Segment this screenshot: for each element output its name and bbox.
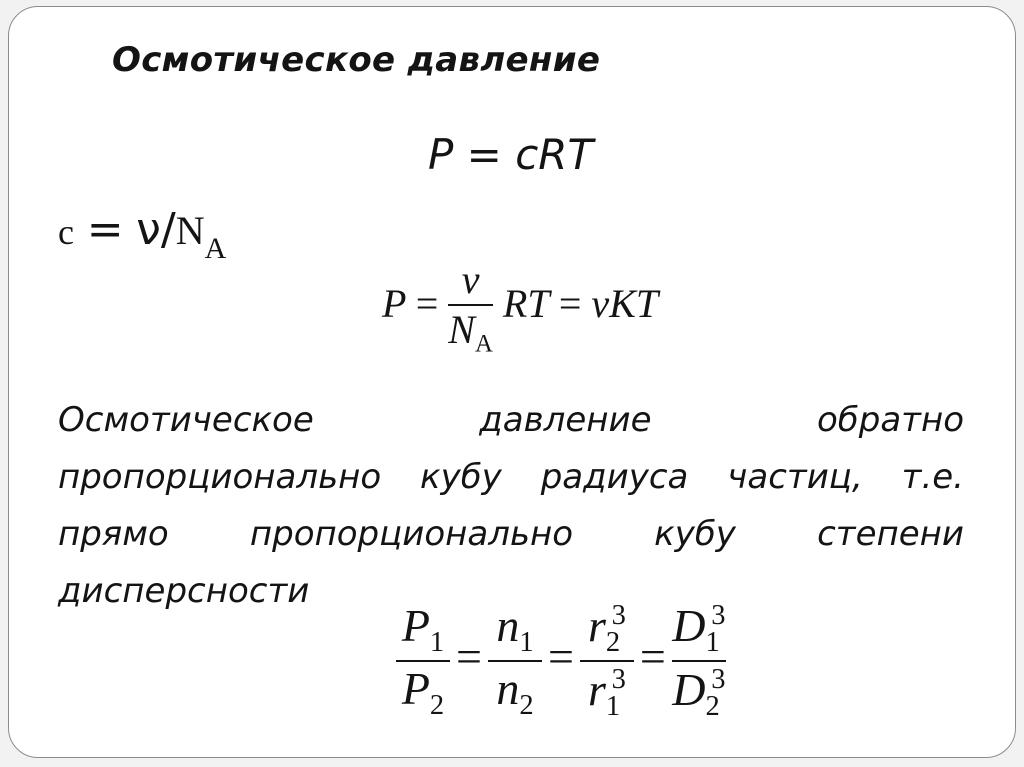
- fraction-pressure: $\frac{P_1}{P_2}$: [396, 601, 450, 722]
- equals-sign: =: [456, 631, 482, 682]
- body-paragraph: Осмотическое давление обратно пропорционально кубу радиуса частиц, т.е. прямо пропорционально кубу степени дисперсности: [58, 400, 964, 611]
- slide-title: Осмотическое давление: [112, 40, 601, 80]
- avogadro-subscript: A: [204, 232, 227, 265]
- nu-symbol: ν: [136, 204, 161, 255]
- equals-sign: =: [639, 631, 666, 682]
- concentration-symbol: c: [58, 212, 74, 252]
- formula-pressure-expanded: [382, 258, 658, 358]
- nukt-term: νKT: [591, 281, 659, 327]
- fraction-numerator: ν: [461, 257, 480, 302]
- rt-term: RT: [502, 281, 549, 327]
- formula-proportion: [396, 600, 726, 723]
- fraction-n: $\frac{n_1}{n_2}$: [488, 601, 542, 722]
- equals-sign: =: [558, 281, 582, 327]
- formula-osmotic-pressure: P = cRT: [428, 130, 594, 179]
- equals-sign: =: [415, 281, 439, 327]
- fraction-bar: [448, 304, 493, 306]
- fraction-radius: $\frac{r_2^3}{r_1^3}$: [580, 600, 634, 723]
- slash-sign: /: [160, 204, 176, 255]
- equals-sign: =: [547, 631, 574, 682]
- pressure-symbol: P: [382, 281, 406, 327]
- equals-sign: =: [86, 204, 124, 255]
- formula-concentration: [58, 204, 227, 265]
- avogadro-symbol: N: [175, 208, 205, 253]
- fraction-nu-over-na: [448, 258, 493, 358]
- fraction-denominator: $N_A$: [448, 307, 493, 358]
- fraction-dispersity: $\frac{D_1^3}{D_2^3}$: [672, 600, 726, 723]
